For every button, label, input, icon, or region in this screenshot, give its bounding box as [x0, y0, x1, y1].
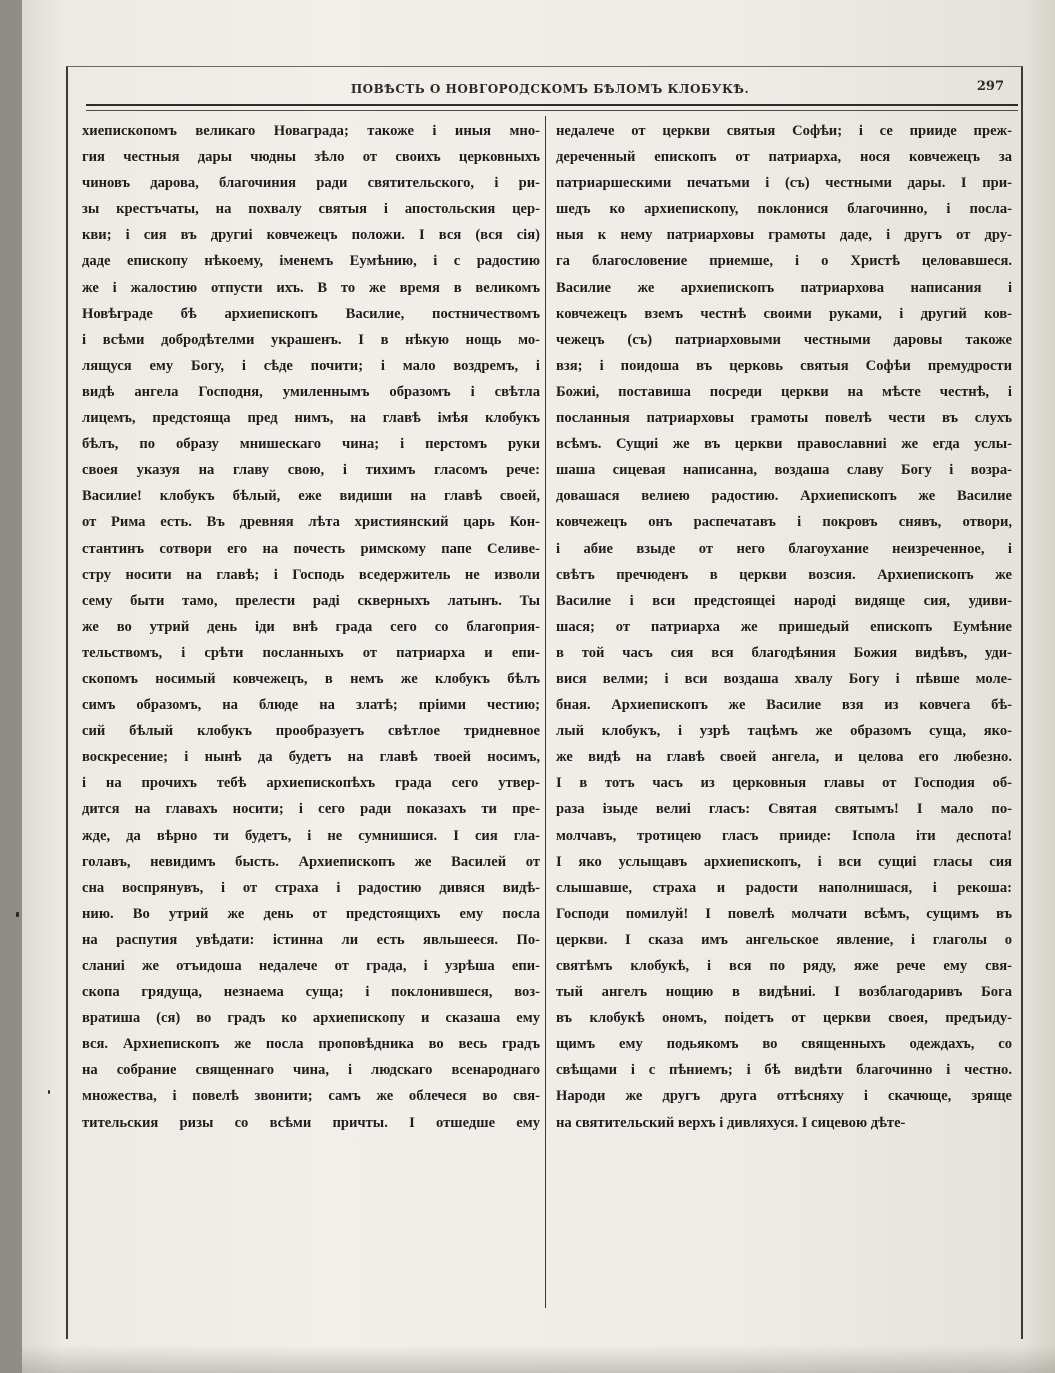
- text-line: зы крестъчаты, на похвалу святыя і апостольския цер-: [82, 201, 540, 218]
- text-line: І в тотъ часъ из церковныя главы от Господия об-: [556, 775, 1012, 792]
- text-line: І яко услыщавъ архиепископъ, і вси сущиі гласы сия: [556, 853, 1012, 870]
- text-line: тельствомъ, і срѣти посланныхъ от патриарха и епи-: [82, 644, 540, 661]
- text-line: свѣщами і с пѣниемъ; і бѣ видѣти благочинно і честно.: [556, 1062, 1012, 1079]
- text-line: га благословение приемше, і о Христѣ целовавшеся.: [556, 253, 1012, 270]
- text-line: сему быти тамо, прелести раді скверныхъ латынъ. Ты: [82, 592, 540, 609]
- text-line: бѣлъ, по образу мнишескаго чина; і перстомъ руки: [82, 436, 540, 453]
- text-line: гия честныя дары чюдны зѣло от своихъ церковныхъ: [82, 149, 540, 166]
- text-line: і на прочихъ тебѣ архиепископѣхъ града сего утвер-: [82, 775, 540, 792]
- text-line: вся. Архиепископъ же посла проповѣдника во весь градъ: [82, 1036, 540, 1053]
- text-line: лящуся ему Богу, і сѣде почити; і мало воздремъ, і: [82, 357, 540, 374]
- text-line: симъ образомъ, на блюде на златѣ; пріими честию;: [82, 697, 540, 714]
- text-line: недалече от церкви святыя Софѣи; і се прииде преж-: [556, 123, 1012, 139]
- text-line: нию. Во утрий же день от предстоящихъ ему посла: [82, 905, 540, 922]
- text-line: кви; і сия въ другиі ковчежецъ положи. І вся (вся сія): [82, 227, 540, 244]
- text-line: Новѣграде бѣ архиепископъ Василие, постничествомъ: [82, 305, 540, 322]
- text-line: і всѣми добродѣтелми украшенъ. І в нѣкую нощь мо-: [82, 331, 540, 348]
- text-line: Василие! клобукъ бѣлый, еже видиши на главѣ своей,: [82, 488, 540, 505]
- text-line: лицемъ, предстояща пред нимъ, на главѣ імѣя клобукъ: [82, 410, 540, 427]
- text-line: хиепископомъ великаго Новаграда; такоже і иныя мно-: [82, 123, 540, 139]
- text-line: взя; і поидоша въ церковь святыя Софѣи премудрости: [556, 357, 1012, 374]
- text-line: Господи помилуй! І повелѣ молчати всѣмъ, сущимъ въ: [556, 905, 1012, 922]
- text-line: своея указуя на главу свою, і тихимъ гласомъ рече:: [82, 462, 540, 479]
- page-header: [90, 78, 1010, 100]
- print-speck: [48, 1090, 50, 1094]
- text-line: чиновъ дарова, благочиния ради святительского, і ри-: [82, 175, 540, 192]
- text-line: ковчежецъ онъ распечатавъ і покровъ снявъ, отвори,: [556, 514, 1012, 531]
- text-line: Божиі, поставиша посреди церкви на мѣсте честнѣ, і: [556, 383, 1012, 400]
- text-line: на собрание священнаго чина, і людскаго всенароднаго: [82, 1062, 540, 1079]
- right-column: [556, 118, 1012, 1318]
- text-line: Василие же архиепископъ патриархова написания і: [556, 279, 1012, 296]
- text-line: на святительский верхъ і дивляхуся. І сицевою дѣте-: [556, 1114, 906, 1131]
- text-line: патриаршескими печатьми і (съ) честными дары. І при-: [556, 175, 1012, 192]
- text-line: бная. Архиепископъ же Василие взя из ковчега бѣ-: [556, 697, 1012, 714]
- text-line: вратиша (ся) во градъ ко архиепископу и сказаша ему: [82, 1010, 540, 1027]
- text-line: молчавъ, тротицею гласъ прииде: Іспола іти деспота!: [556, 827, 1012, 844]
- text-line: вися велми; і вси воздаша хвалу Богу і пѣвше моле-: [556, 670, 1012, 687]
- text-line: голавъ, невидимъ бысть. Архиепископъ же Василей от: [82, 853, 540, 870]
- text-line: стантинъ сотвори его на почесть римскому папе Селиве-: [82, 540, 540, 557]
- text-line: святѣмъ клобукѣ, і вся по ряду, яже рече ему свя-: [556, 958, 1012, 974]
- column-divider: [545, 116, 546, 1308]
- text-line: в той часъ сия вся благодѣяния Божия видѣвъ, уди-: [556, 644, 1012, 661]
- text-line: въ клобукѣ ономъ, поідетъ от церкви своея, предъиду-: [556, 1010, 1012, 1027]
- text-line: же видѣ на главѣ своей ангела, и целова его любезно.: [556, 749, 1012, 766]
- text-line: і абие взыде от него благоухание неизреченное, і: [556, 540, 1012, 557]
- text-line: сланиі же отъидоша недалече от града, і узрѣша епи-: [82, 958, 540, 974]
- text-line: ныя к нему патриарховы грамоты даде, і другъ от дру-: [556, 227, 1012, 244]
- text-line: дереченный епископъ от патриарха, нося ковчежецъ за: [556, 149, 1012, 166]
- text-line: от Рима есть. Въ древняя лѣта християнский царь Кон-: [82, 514, 540, 531]
- text-line: жде, да вѣрно ти будетъ, і не сумнишися. І сия гла-: [82, 827, 540, 844]
- text-line: слышавше, страха и радости наполнишася, і рекоша:: [556, 879, 1012, 896]
- text-line: щимъ ему подьякомъ во священныхъ одеждахъ, со: [556, 1036, 1012, 1053]
- text-line: Народи же другъ друга оттѣсняху і скачюще, зряще: [556, 1088, 1012, 1105]
- text-line: скопомъ носимый ковчежецъ, в немъ же клобукъ бѣлъ: [82, 670, 540, 687]
- text-line: чежецъ (съ) патриарховыми честными даровы такоже: [556, 331, 1012, 348]
- text-line: даде епископу нѣкоему, іменемъ Еумѣнию, і с радостию: [82, 253, 540, 270]
- text-line: лый клобукъ, і узрѣ тацѣмъ же образомъ суща, яко-: [556, 723, 1012, 740]
- text-line: свѣтъ пречюденъ в церкви возсия. Архиепископъ же: [556, 566, 1012, 583]
- left-column: [82, 118, 540, 1318]
- text-line: множества, і повелѣ звонити; самъ же облечеся во свя-: [82, 1088, 540, 1105]
- text-line: всѣмъ. Сущиі же въ церкви православниі же егда услы-: [556, 436, 1012, 453]
- text-line: же і жалостию отпусти ихъ. В то же время в великомъ: [82, 279, 540, 296]
- text-line: шася; от патриарха же пришедый епископъ Еумѣние: [556, 618, 1012, 635]
- text-line: дится на главахъ носити; і сего ради показахъ ти пре-: [82, 801, 540, 818]
- text-line: посланныя патриарховы грамоты повелѣ чести въ слухъ: [556, 410, 1012, 427]
- text-line: Василие і вси предстоящеі народі видяще сия, удиви-: [556, 592, 1012, 609]
- text-line: церкви. І сказа имъ ангельское явление, і глаголы о: [556, 931, 1012, 948]
- text-line: воскресение; і нынѣ да будетъ на главѣ твоей носимъ,: [82, 749, 540, 766]
- text-line: видѣ ангела Господня, умиленнымъ образомъ і свѣтла: [82, 383, 540, 400]
- text-line: стру носити на главѣ; і Господь вседержитель не изволи: [82, 566, 540, 583]
- text-line: сна воспрянувъ, і от страха і радостию дивяся видѣ-: [82, 879, 540, 896]
- page-number: 297: [976, 79, 1004, 94]
- text-line: на распутия увѣдати: істинна ли есть явльшееся. По-: [82, 931, 540, 948]
- text-line: шаша сицевая написанна, воздаша славу Богу і возра-: [556, 462, 1012, 479]
- header-rule-thin: [86, 110, 1018, 111]
- text-line: шедъ ко архиепископу, поклонися благочинно, і посла-: [556, 201, 1012, 218]
- text-line: сий бѣлый клобукъ прообразуетъ свѣтлое тридневное: [82, 723, 540, 740]
- text-line: ковчежецъ вземъ честнѣ своими руками, і другий ков-: [556, 305, 1012, 322]
- text-line: скопа грядуща, незнаема суща; і поклонившеся, воз-: [82, 984, 540, 1001]
- text-line: тый ангелъ нощию в видѣниі. І возблагодаривъ Бога: [556, 984, 1012, 1001]
- text-line: тительския ризы со всѣми причты. І отшедше ему: [82, 1114, 540, 1131]
- page-edge-shadow: [22, 1345, 1055, 1373]
- print-speck: [16, 912, 19, 917]
- running-title: ПОВѢСТЬ О НОВГОРОДСКОМЪ БѢЛОМЪ КЛОБУКѢ.: [350, 82, 750, 96]
- text-line: же во утрий день іди внѣ града сего со благоприя-: [82, 618, 540, 635]
- header-rule-thick: [86, 104, 1018, 106]
- text-line: довашася велиею радостию. Архиепископъ же Василие: [556, 488, 1012, 505]
- text-line: раза ізыде велиі гласъ: Святая святымъ! І мало по-: [556, 801, 1012, 818]
